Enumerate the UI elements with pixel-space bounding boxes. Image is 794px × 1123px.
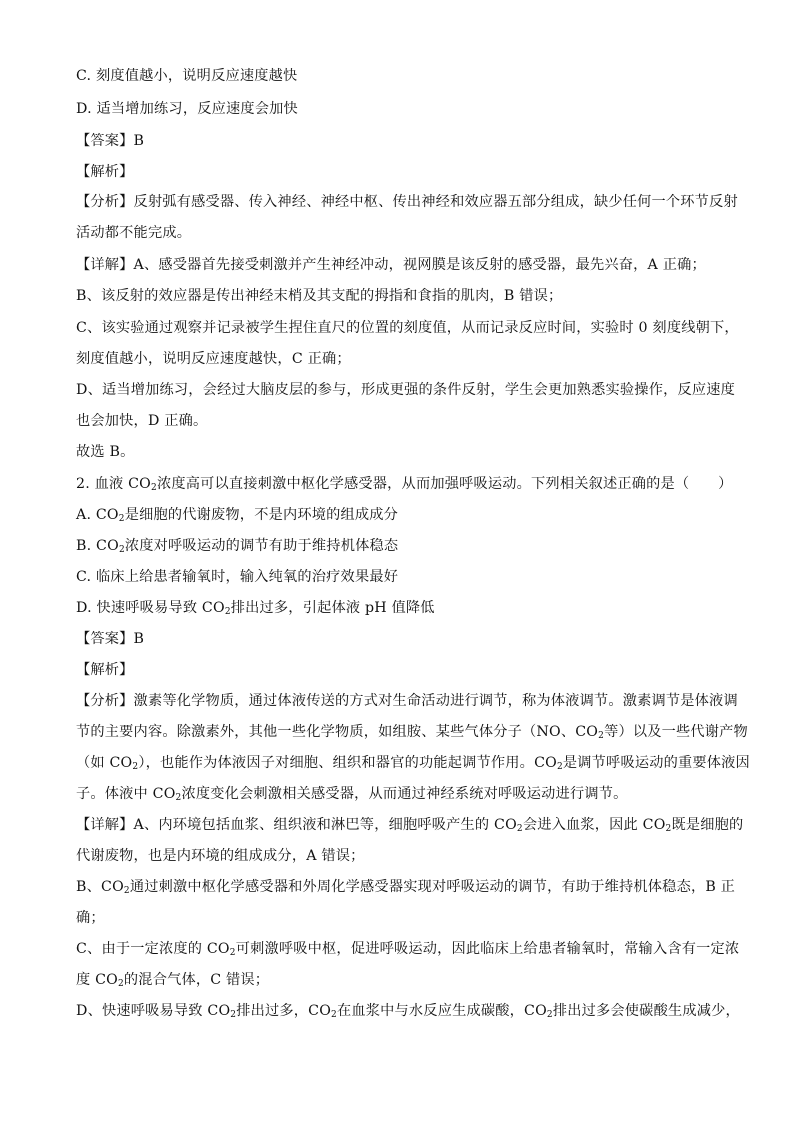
- subscript: 2: [151, 483, 157, 493]
- text-run: 也会加快，D 正确。: [76, 413, 208, 429]
- text-run: C、由于一定浓度的 CO: [76, 941, 230, 957]
- text-run: B、CO: [76, 879, 124, 895]
- subscript: 2: [229, 948, 236, 958]
- text-line: [76, 349, 716, 369]
- text-run: 【详解】A、感受器首先接受刺激并产生神经冲动，视网膜是该反射的感受器，最先兴奋，A 正确；: [76, 257, 706, 273]
- text-line: [76, 939, 740, 959]
- text-line: [76, 442, 716, 462]
- text-run: 节的主要内容。除激素外，其他一些化学物质，如组胺、某些气体分子（NO、CO: [76, 724, 599, 740]
- text-run: 排出过多会使碳酸生成减少，: [552, 1003, 740, 1019]
- subscript: 2: [118, 514, 125, 524]
- text-line: [76, 970, 716, 990]
- text-line: [76, 815, 744, 835]
- subscript: 2: [230, 1010, 237, 1020]
- text-run: 代谢废物，也是内环境的组成成分，A 错误；: [76, 848, 365, 864]
- text-run: 浓度变化会刺激相关感受器，从而通过神经系统对呼吸运动进行调节。: [181, 786, 628, 802]
- subscript: 2: [118, 545, 125, 555]
- text-run: 【答案】B: [76, 631, 145, 647]
- subscript: 2: [556, 762, 563, 772]
- text-run: 排出过多，引起体液 pH 值降低: [230, 600, 435, 616]
- text-line: [76, 286, 716, 306]
- text-run: D、适当增加练习，会经过大脑皮层的参与，形成更强的条件反射，学生会更加熟悉实验操作，反应速度: [76, 382, 736, 398]
- text-run: 的混合气体，C 错误；: [123, 972, 270, 988]
- text-line: [76, 846, 716, 866]
- subscript: 2: [132, 762, 139, 772]
- subscript: 2: [665, 824, 672, 834]
- text-line: [76, 1001, 740, 1021]
- text-run: B、该反射的效应器是传出神经末梢及其支配的拇指和食指的肌肉，B 错误；: [76, 288, 563, 304]
- text-run: B. CO: [76, 538, 119, 554]
- text-run: 【分析】激素等化学物质，通过体液传送的方式对生命活动进行调节，称为体液调节。激素调节是体液调: [76, 693, 738, 709]
- subscript: 2: [598, 731, 605, 741]
- subscript: 2: [331, 1010, 337, 1020]
- text-line: [76, 784, 716, 804]
- text-run: 子。体液中 CO: [76, 786, 176, 802]
- text-line: [76, 567, 716, 587]
- text-line: [76, 536, 716, 556]
- subscript: 2: [175, 793, 182, 803]
- text-line: [76, 318, 739, 338]
- text-line: [76, 162, 716, 182]
- text-line: [76, 380, 736, 400]
- text-line: [76, 722, 748, 742]
- text-run: 在血浆中与水反应生成碳酸，CO: [336, 1003, 547, 1019]
- text-run: 排出过多，CO: [236, 1003, 332, 1019]
- text-line: [76, 192, 738, 212]
- text-line: [76, 505, 716, 525]
- text-run: 是调节呼吸运动的重要体液因: [562, 755, 750, 771]
- subscript: 2: [516, 824, 523, 834]
- text-run: 刻度值越小，说明反应速度越快，C 正确；: [76, 351, 351, 367]
- text-run: D. 快速呼吸易导致 CO: [76, 600, 225, 616]
- text-run: 既是细胞的: [671, 817, 744, 833]
- text-run: 2. 血液 CO: [76, 476, 152, 492]
- text-run: A. CO: [76, 507, 119, 523]
- text-run: C、该实验通过观察并记录被学生捏住直尺的位置的刻度值，从而记录反应时间，实验时 0 刻度线朝下，: [76, 320, 739, 336]
- text-run: D、快速呼吸易导致 CO: [76, 1003, 231, 1019]
- subscript: 2: [123, 886, 130, 896]
- text-run: 度 CO: [76, 972, 118, 988]
- text-line: [76, 474, 733, 494]
- text-line: [76, 598, 716, 618]
- text-line: [76, 66, 716, 86]
- text-line: [76, 660, 716, 680]
- text-run: 是细胞的代谢废物，不是内环境的组成成分: [124, 507, 399, 523]
- text-line: [76, 99, 716, 119]
- text-run: 故选 B。: [76, 444, 135, 460]
- text-run: C. 临床上给患者输氧时，输入纯氧的治疗效果最好: [76, 569, 399, 585]
- text-line: [76, 908, 716, 928]
- text-line: [76, 131, 716, 151]
- text-run: 【详解】A、内环境包括血浆、组织液和淋巴等，细胞呼吸产生的 CO: [76, 817, 517, 833]
- text-line: [76, 753, 750, 773]
- text-run: 活动都不能完成。: [76, 225, 192, 241]
- text-run: （如 CO: [76, 755, 133, 771]
- subscript: 2: [224, 607, 231, 617]
- text-run: 通过刺激中枢化学感受器和外周化学感受器实现对呼吸运动的调节，有助于维持机体稳态，B 正: [129, 879, 736, 895]
- text-run: 【解析】: [76, 662, 134, 678]
- text-line: [76, 411, 716, 431]
- text-run: C. 刻度值越小，说明反应速度越快: [76, 68, 298, 84]
- text-run: 会进入血浆，因此 CO: [522, 817, 666, 833]
- text-run: 【分析】反射弧有感受器、传入神经、神经中枢、传出神经和效应器五部分组成，缺少任何一个环节反射: [76, 194, 738, 210]
- text-line: [76, 223, 716, 243]
- text-line: [76, 629, 716, 649]
- subscript: 2: [546, 1010, 553, 1020]
- text-run: 确；: [76, 910, 105, 926]
- text-run: 等）以及一些代谢产物: [604, 724, 748, 740]
- text-run: ），也能作为体液因子对细胞、组织和器官的功能起调节作用。CO: [138, 755, 557, 771]
- text-run: 浓度高可以直接刺激中枢化学感受器，从而加强呼吸运动。下列相关叙述正确的是（ ）: [156, 476, 733, 492]
- text-run: 浓度对呼吸运动的调节有助于维持机体稳态: [124, 538, 399, 554]
- subscript: 2: [117, 979, 124, 989]
- text-line: [76, 691, 738, 711]
- text-run: 【解析】: [76, 164, 134, 180]
- text-run: D. 适当增加练习，反应速度会加快: [76, 101, 298, 117]
- text-line: [76, 255, 716, 275]
- text-line: [76, 877, 736, 897]
- text-run: 可刺激呼吸中枢，促进呼吸运动，因此临床上给患者输氧时，常输入含有一定浓: [235, 941, 740, 957]
- text-run: 【答案】B: [76, 133, 145, 149]
